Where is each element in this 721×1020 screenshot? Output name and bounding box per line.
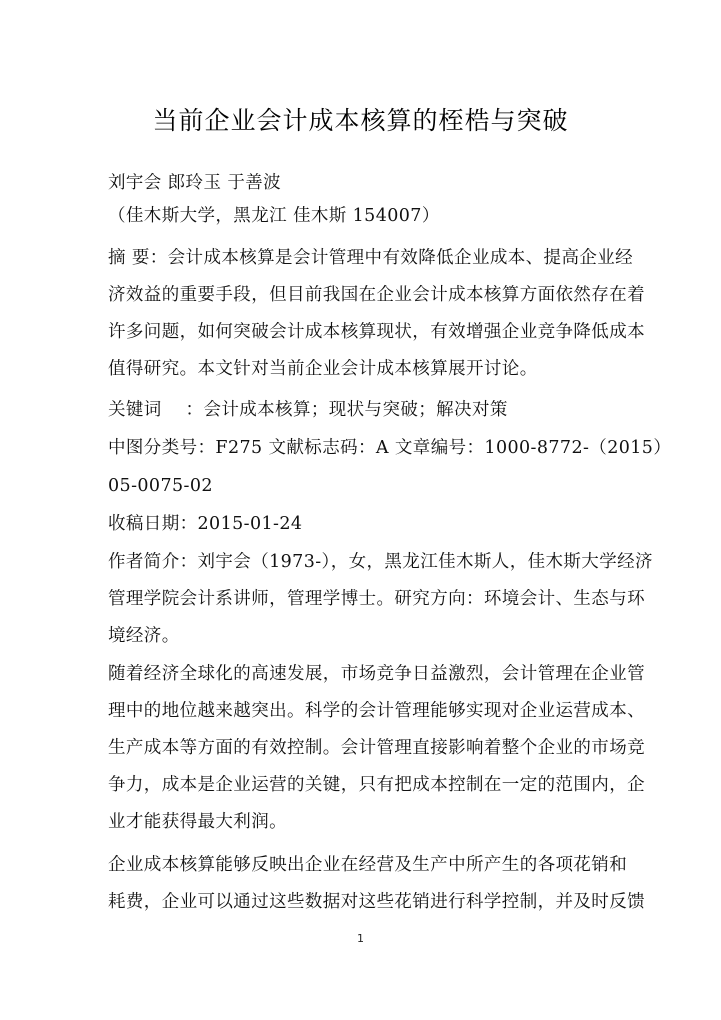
paragraph-line: 争力，成本是企业运营的关键，只有把成本控制在一定的范围内，企 bbox=[108, 775, 645, 795]
classification-line: 中图分类号：F275 文献标志码：A 文章编号：1000-8772-（2015） bbox=[108, 438, 672, 458]
paragraph-line: 随着经济全球化的高速发展，市场竞争日益激烈，会计管理在企业管 bbox=[108, 664, 645, 684]
abstract-line: 许多问题，如何突破会计成本核算现状，有效增强企业竞争降低成本 bbox=[108, 322, 645, 342]
paragraph-line: 理中的地位越来越突出。科学的会计管理能够实现对企业运营成本、 bbox=[108, 701, 645, 721]
author-bio-line: 作者简介：刘宇会（1973-），女，黑龙江佳木斯人，佳木斯大学经济 bbox=[108, 552, 653, 572]
abstract-line: 摘 要：会计成本核算是会计管理中有效降低企业成本、提高企业经 bbox=[108, 248, 634, 268]
received-date: 收稿日期：2015-01-24 bbox=[108, 514, 303, 534]
authors: 刘宇会 郎玲玉 于善波 bbox=[108, 173, 282, 193]
author-bio-line: 境经济。 bbox=[108, 626, 180, 646]
abstract-line: 值得研究。本文针对当前企业会计成本核算展开讨论。 bbox=[108, 359, 538, 379]
affiliation: （佳木斯大学，黑龙江 佳木斯 154007） bbox=[108, 206, 440, 226]
page-number: 1 bbox=[357, 932, 364, 945]
paragraph-line: 生产成本等方面的有效控制。会计管理直接影响着整个企业的市场竞 bbox=[108, 738, 645, 758]
paragraph-line: 企业成本核算能够反映出企业在经营及生产中所产生的各项花销和 bbox=[108, 855, 628, 875]
paragraph-line: 耗费，企业可以通过这些数据对这些花销进行科学控制，并及时反馈 bbox=[108, 892, 645, 912]
classification-line: 05-0075-02 bbox=[108, 476, 213, 496]
author-bio-line: 管理学院会计系讲师，管理学博士。研究方向：环境会计、生态与环 bbox=[108, 589, 645, 609]
paragraph-line: 业才能获得最大利润。 bbox=[108, 812, 287, 832]
document-title: 当前企业会计成本核算的桎梏与突破 bbox=[152, 105, 569, 135]
abstract-line: 济效益的重要手段，但目前我国在企业会计成本核算方面依然存在着 bbox=[108, 285, 645, 305]
keywords: 关键词 ：会计成本核算；现状与突破；解决对策 bbox=[108, 400, 508, 420]
